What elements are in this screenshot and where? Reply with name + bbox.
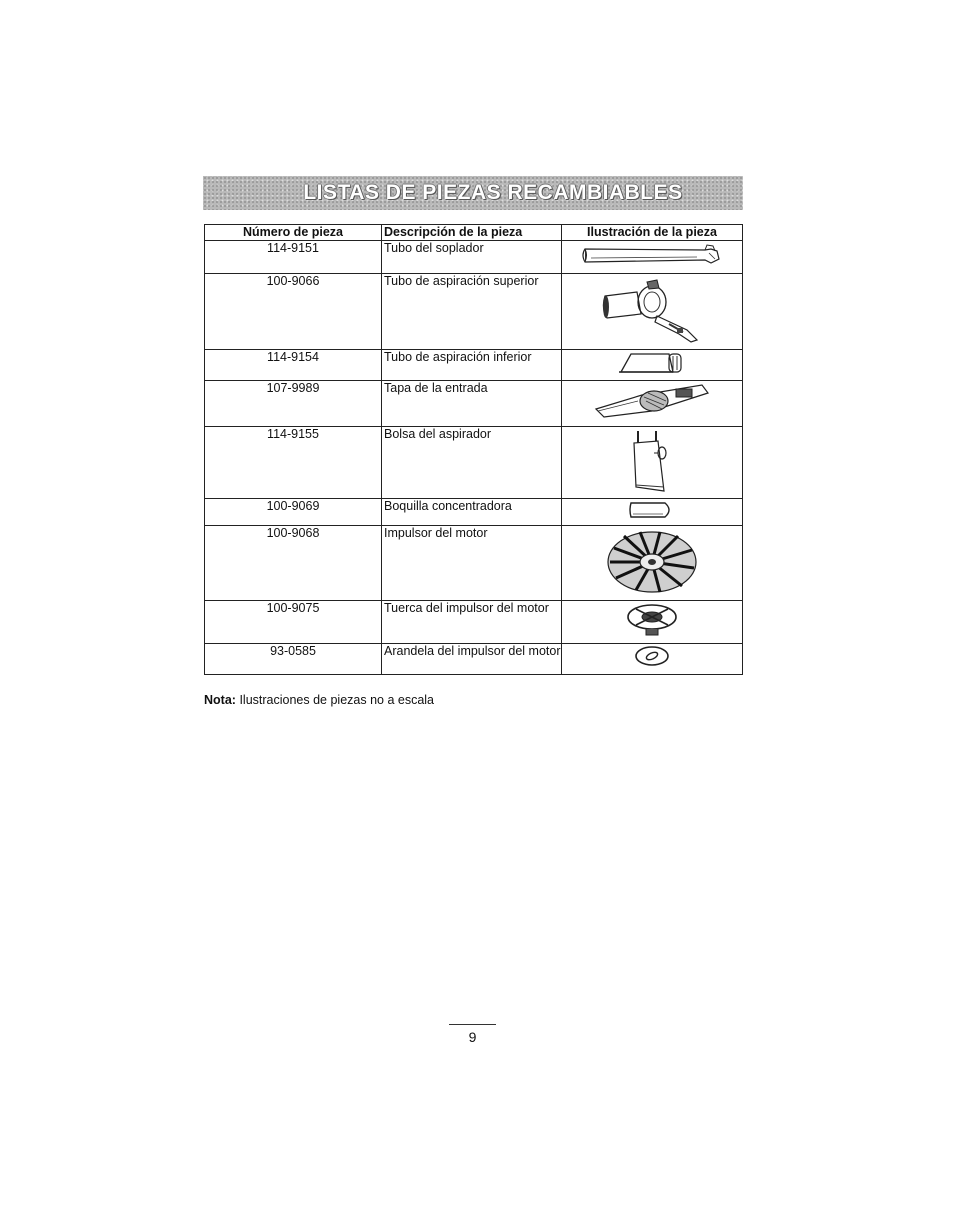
table-row — [205, 274, 743, 350]
note-label: Nota: — [204, 693, 236, 707]
table-row — [205, 350, 743, 381]
page-title: LISTAS DE PIEZAS RECAMBIABLES — [303, 181, 683, 204]
part-number: 100-9069 — [205, 499, 382, 526]
part-number: 100-9075 — [205, 601, 382, 644]
motor-impeller-icon — [604, 526, 700, 596]
note-text: Ilustraciones de piezas no a escala — [239, 693, 434, 707]
part-illustration — [562, 526, 743, 601]
title-banner — [203, 176, 743, 210]
part-illustration — [562, 499, 743, 526]
upper-vacuum-tube-icon — [597, 274, 707, 344]
parts-table — [204, 224, 743, 675]
part-illustration — [562, 350, 743, 381]
part-description: Arandela del impulsor del motor — [382, 644, 562, 675]
part-description: Tapa de la entrada — [382, 381, 562, 427]
part-description: Boquilla concentradora — [382, 499, 562, 526]
blower-tube-icon — [577, 241, 727, 269]
part-illustration — [562, 274, 743, 350]
part-description: Bolsa del aspirador — [382, 427, 562, 499]
lower-vacuum-tube-icon — [617, 350, 687, 376]
part-number: 100-9066 — [205, 274, 382, 350]
table-row — [205, 644, 743, 675]
part-description: Tubo del soplador — [382, 241, 562, 274]
part-number: 114-9154 — [205, 350, 382, 381]
footnote — [204, 693, 434, 707]
part-description: Tubo de aspiración superior — [382, 274, 562, 350]
part-description: Tuerca del impulsor del motor — [382, 601, 562, 644]
part-description: Tubo de aspiración inferior — [382, 350, 562, 381]
table-row — [205, 499, 743, 526]
table-row — [205, 381, 743, 427]
part-description: Impulsor del motor — [382, 526, 562, 601]
part-number: 100-9068 — [205, 526, 382, 601]
table-row — [205, 241, 743, 274]
column-header-number: Número de pieza — [205, 225, 382, 241]
impeller-nut-icon — [622, 601, 682, 639]
part-number: 114-9155 — [205, 427, 382, 499]
part-illustration — [562, 644, 743, 675]
vacuum-bag-icon — [622, 427, 682, 495]
part-number: 114-9151 — [205, 241, 382, 274]
part-illustration — [562, 241, 743, 274]
impeller-washer-icon — [632, 644, 672, 668]
part-number: 93-0585 — [205, 644, 382, 675]
concentrator-nozzle-icon — [627, 499, 677, 521]
part-illustration — [562, 381, 743, 427]
part-illustration — [562, 601, 743, 644]
table-row — [205, 601, 743, 644]
part-number: 107-9989 — [205, 381, 382, 427]
column-header-description: Descripción de la pieza — [382, 225, 562, 241]
table-row — [205, 427, 743, 499]
column-header-illustration: Ilustración de la pieza — [562, 225, 743, 241]
inlet-cover-icon — [592, 381, 712, 421]
part-illustration — [562, 427, 743, 499]
table-row — [205, 526, 743, 601]
table-header-row — [205, 225, 743, 241]
page-number-rule — [449, 1024, 496, 1025]
page-number: 9 — [468, 1029, 477, 1045]
